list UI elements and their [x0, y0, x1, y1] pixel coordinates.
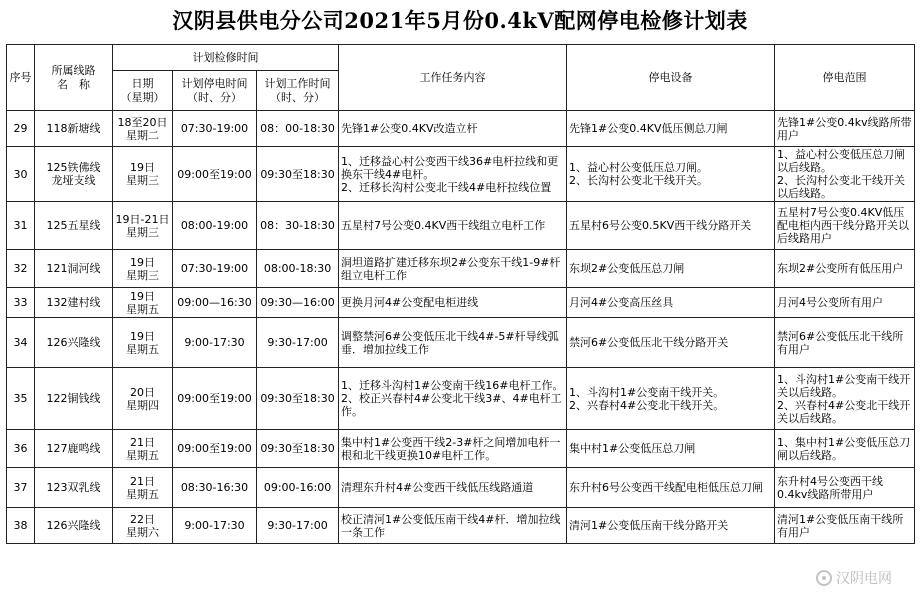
header-outage-time: 计划停电时间 （时、分）	[173, 71, 257, 111]
cell-scope: 东升村4号公变西干线0.4kv线路所带用户	[775, 468, 915, 508]
cell-work-time: 09:30至18:30	[257, 368, 339, 430]
cell-date: 22日 星期六	[113, 508, 173, 544]
header-task: 工作任务内容	[339, 45, 567, 111]
cell-line: 121洞河线	[35, 250, 113, 288]
cell-task: 集中村1#公变西干线2-3#杆之间增加电杆一根和北干线更换10#电杆工作。	[339, 430, 567, 468]
cell-line: 122铜钱线	[35, 368, 113, 430]
cell-seq: 35	[7, 368, 35, 430]
cell-equipment: 月河4#公变高压丝具	[567, 288, 775, 318]
cell-line: 126兴隆线	[35, 508, 113, 544]
cell-line: 132建村线	[35, 288, 113, 318]
cell-work-time: 08：30-18:30	[257, 202, 339, 250]
cell-date: 18至20日 星期二	[113, 111, 173, 147]
cell-equipment: 五星村6号公变0.5KV西干线分路开关	[567, 202, 775, 250]
header-equipment: 停电设备	[567, 45, 775, 111]
cell-scope: 五星村7号公变0.4KV低压配电柜内西干线分路开关以后线路用户	[775, 202, 915, 250]
watermark-text: 汉阴电网	[836, 571, 892, 587]
cell-seq: 32	[7, 250, 35, 288]
cell-equipment: 1、益心村公变低压总刀闸。 2、长沟村公变北干线开关。	[567, 147, 775, 202]
cell-task: 清理东升村4#公变西干线低压线路通道	[339, 468, 567, 508]
header-seq: 序号	[7, 45, 35, 111]
cell-seq: 36	[7, 430, 35, 468]
cell-task: 更换月河4#公变配电柜进线	[339, 288, 567, 318]
cell-line: 123双乳线	[35, 468, 113, 508]
cell-outage-time: 9:00-17:30	[173, 318, 257, 368]
cell-outage-time: 9:00-17:30	[173, 508, 257, 544]
cell-date: 19日-21日 星期三	[113, 202, 173, 250]
cell-outage-time: 09:00至19:00	[173, 147, 257, 202]
table-row	[7, 318, 915, 368]
cell-line: 118新塘线	[35, 111, 113, 147]
cell-work-time: 09:30至18:30	[257, 430, 339, 468]
cell-scope: 清河1#公变低压南干线所有用户	[775, 508, 915, 544]
table-row	[7, 430, 915, 468]
cell-seq: 31	[7, 202, 35, 250]
cell-task: 先锋1#公变0.4KV改造立杆	[339, 111, 567, 147]
cell-seq: 33	[7, 288, 35, 318]
schedule-table	[6, 44, 915, 544]
cell-scope: 月河4号公变所有用户	[775, 288, 915, 318]
header-scope: 停电范围	[775, 45, 915, 111]
cell-line: 125五星线	[35, 202, 113, 250]
cell-outage-time: 09:00至19:00	[173, 368, 257, 430]
cell-scope: 禁河6#公变低压北干线所有用户	[775, 318, 915, 368]
cell-date: 21日 星期五	[113, 468, 173, 508]
header-line: 所属线路 名 称	[35, 45, 113, 111]
cell-date: 19日 星期五	[113, 318, 173, 368]
cell-outage-time: 07:30-19:00	[173, 111, 257, 147]
cell-equipment: 东坝2#公变低压总刀闸	[567, 250, 775, 288]
cell-outage-time: 09:00至19:00	[173, 430, 257, 468]
cell-work-time: 09:00-16:00	[257, 468, 339, 508]
table-row	[7, 508, 915, 544]
cell-line: 126兴隆线	[35, 318, 113, 368]
table-row	[7, 468, 915, 508]
cell-equipment: 1、斗沟村1#公变南干线开关。 2、兴春村4#公变北干线开关。	[567, 368, 775, 430]
cell-outage-time: 09:00—16:30	[173, 288, 257, 318]
cell-date: 20日 星期四	[113, 368, 173, 430]
cell-seq: 29	[7, 111, 35, 147]
cell-scope: 1、集中村1#公变低压总刀闸以后线路。	[775, 430, 915, 468]
cell-date: 19日 星期三	[113, 147, 173, 202]
cell-line: 125铁佛线 龙垭支线	[35, 147, 113, 202]
cell-seq: 37	[7, 468, 35, 508]
cell-work-time: 9:30-17:00	[257, 318, 339, 368]
page-title: 汉阴县供电分公司2021年5月份0.4kV配网停电检修计划表	[172, 8, 748, 33]
cell-task: 校正清河1#公变低压南干线4#杆．增加拉线一条工作	[339, 508, 567, 544]
cell-outage-time: 08:30-16:30	[173, 468, 257, 508]
cell-equipment: 先锋1#公变0.4KV低压侧总刀闸	[567, 111, 775, 147]
cell-task: 1、迁移益心村公变西干线36#电杆拉线和更换东干线4#电杆。 2、迁移长沟村公变北干线4#电杆拉线位置	[339, 147, 567, 202]
cell-work-time: 08：00-18:30	[257, 111, 339, 147]
cell-equipment: 禁河6#公变低压北干线分路开关	[567, 318, 775, 368]
cell-equipment: 集中村1#公变低压总刀闸	[567, 430, 775, 468]
cell-task: 1、迁移斗沟村1#公变南干线16#电杆工作。 2、校正兴春村4#公变北干线3#、4#电杆工作。	[339, 368, 567, 430]
cell-equipment: 清河1#公变低压南干线分路开关	[567, 508, 775, 544]
cell-seq: 30	[7, 147, 35, 202]
header-date: 日期 （星期）	[113, 71, 173, 111]
cell-date: 19日 星期五	[113, 288, 173, 318]
cell-date: 19日 星期三	[113, 250, 173, 288]
cell-outage-time: 07:30-19:00	[173, 250, 257, 288]
cell-scope: 1、斗沟村1#公变南干线开关以后线路。 2、兴春村4#公变北干线开关以后线路。	[775, 368, 915, 430]
watermark	[816, 568, 892, 588]
cell-line: 127鹿鸣线	[35, 430, 113, 468]
table-row	[7, 250, 915, 288]
cell-work-time: 09:30—16:00	[257, 288, 339, 318]
cell-equipment: 东升村6号公变西干线配电柜低压总刀闸	[567, 468, 775, 508]
table-row	[7, 368, 915, 430]
cell-work-time: 9:30-17:00	[257, 508, 339, 544]
cell-seq: 34	[7, 318, 35, 368]
header-plan: 计划检修时间	[113, 45, 339, 71]
table-row	[7, 288, 915, 318]
cell-date: 21日 星期五	[113, 430, 173, 468]
cell-task: 调整禁河6#公变低压北干线4#-5#杆导线弧垂．增加拉线工作	[339, 318, 567, 368]
cell-outage-time: 08:00-19:00	[173, 202, 257, 250]
header-work-time: 计划工作时间 （时、分）	[257, 71, 339, 111]
cell-scope: 1、益心村公变低压总刀闸以后线路。 2、长沟村公变北干线开关以后线路。	[775, 147, 915, 202]
cell-work-time: 08:00-18:30	[257, 250, 339, 288]
table-row	[7, 111, 915, 147]
table-row	[7, 202, 915, 250]
cell-seq: 38	[7, 508, 35, 544]
cell-task: 洞坦道路扩建迁移东坝2#公变东干线1-9#杆组立电杆工作	[339, 250, 567, 288]
table-row	[7, 147, 915, 202]
wechat-icon	[816, 570, 832, 586]
cell-scope: 先锋1#公变0.4kv线路所带用户	[775, 111, 915, 147]
cell-task: 五星村7号公变0.4KV西干线组立电杆工作	[339, 202, 567, 250]
cell-scope: 东坝2#公变所有低压用户	[775, 250, 915, 288]
cell-work-time: 09:30至18:30	[257, 147, 339, 202]
